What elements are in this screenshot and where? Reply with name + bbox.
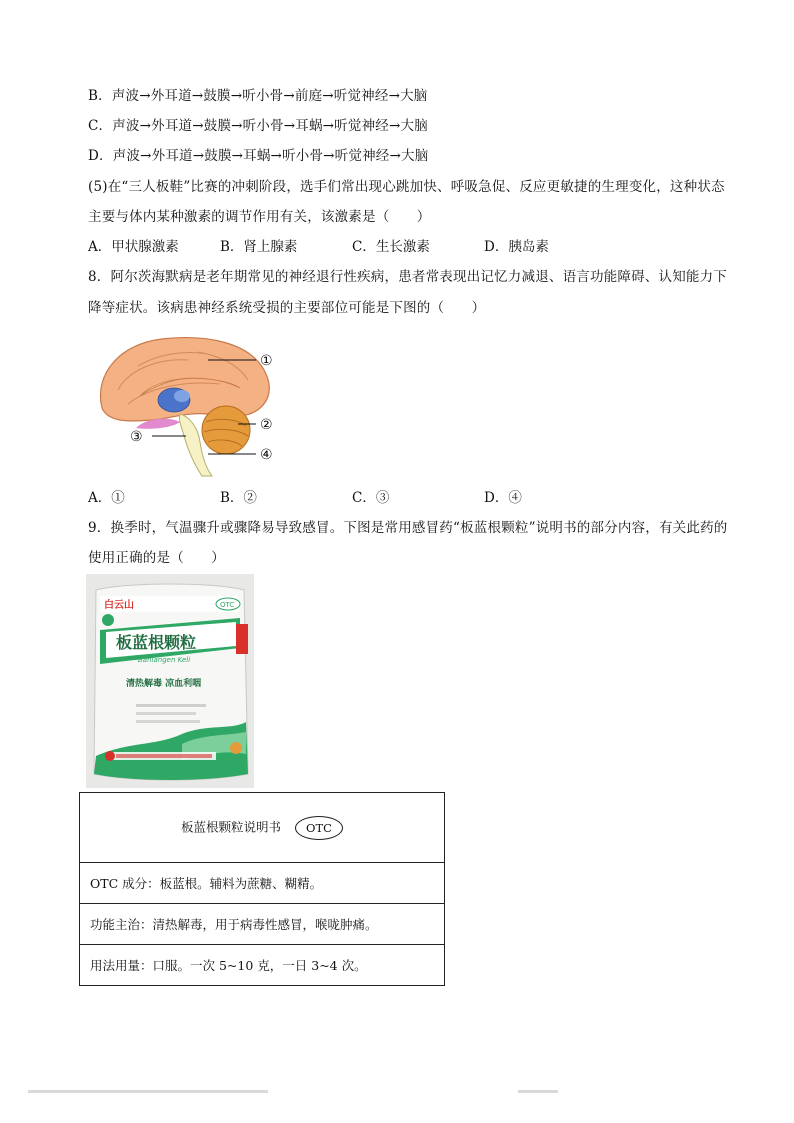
q7-5-option-d: D．胰岛素 [484,239,549,255]
q7-5-option-b: B．肾上腺素 [220,239,298,255]
package-product-name: 板蓝根颗粒 [116,633,197,652]
q7-5-stem-line2: 主要与体内某种激素的调节作用有关，该激素是（ ） [88,209,431,225]
q8-option-b: B．② [220,490,257,506]
package-otc: OTC [220,601,235,609]
instructions-title: 板蓝根颗粒说明书 [181,819,282,834]
instructions-ingredients: OTC 成分：板蓝根。辅料为蔗糖、糊精。 [80,863,445,904]
otc-badge: OTC [295,816,343,840]
q8-option-a: A．① [88,490,125,506]
q9-stem-line2: 使用正确的是（ ） [88,550,225,566]
brain-label-4: ④ [260,447,273,463]
instructions-dosage: 用法用量：口服。一次 5~10 克，一日 3~4 次。 [80,945,445,986]
instructions-table [79,792,445,986]
package-pinyin: Banlangen Keli [138,656,191,664]
q7-5-option-a: A．甲状腺激素 [88,239,179,255]
instructions-function: 功能主治：清热解毒，用于病毒性感冒，喉咙肿痛。 [80,904,445,945]
package-slogan: 清热解毒 凉血利咽 [126,679,202,689]
brain-label-2: ② [260,417,273,433]
q7-5-stem-line1: (5)在“三人板鞋”比赛的冲刺阶段，选手们常出现心跳加快、呼吸急促、反应更敏捷的生理变化，这种状态 [88,179,725,195]
package-brand: 白云山 [104,600,134,611]
medicine-package-photo [86,574,254,788]
q8-stem-line1: 8．阿尔茨海默病是老年期常见的神经退行性疾病，患者常表现出记忆力减退、语言功能障碍、认知能力下 [88,269,727,285]
q7-option-c: C．声波→外耳道→鼓膜→听小骨→耳蜗→听觉神经→大脑 [88,118,428,134]
q8-option-d: D．④ [484,490,522,506]
q9-stem-line1: 9．换季时，气温骤升或骤降易导致感冒。下图是常用感冒药“板蓝根颗粒”说明书的部分内容，有关此药的 [88,520,728,536]
q8-stem-line2: 降等症状。该病患神经系统受损的主要部位可能是下图的（ ） [88,300,486,316]
q8-option-c: C．③ [352,490,390,506]
brain-label-3: ③ [130,429,143,445]
q7-option-b: B．声波→外耳道→鼓膜→听小骨→前庭→听觉神经→大脑 [88,88,428,104]
instructions-title-cell [80,793,445,863]
q7-5-option-c: C．生长激素 [352,239,430,255]
brain-diagram [88,330,288,480]
footer-watermark [28,1090,268,1093]
brain-label-1: ① [260,353,273,369]
q7-option-d: D．声波→外耳道→鼓膜→耳蜗→听小骨→听觉神经→大脑 [88,148,429,164]
footer-watermark-right [518,1090,558,1093]
